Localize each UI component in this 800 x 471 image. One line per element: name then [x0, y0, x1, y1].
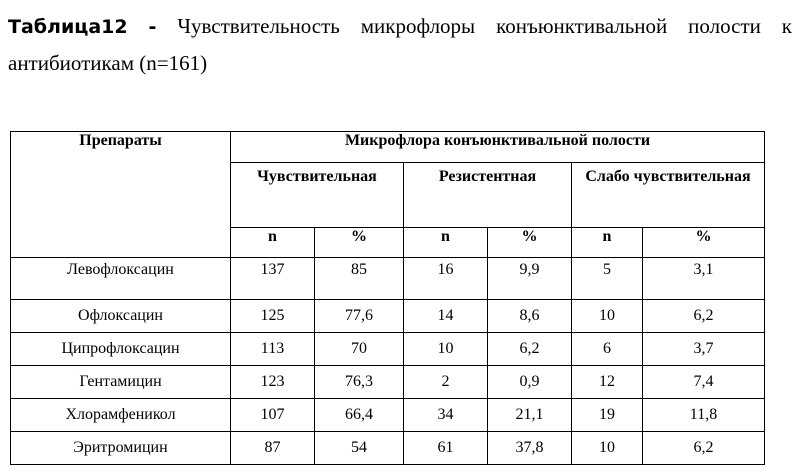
- cell-value: 5: [572, 258, 643, 300]
- cell-value: 34: [404, 399, 488, 432]
- cell-value: 10: [572, 300, 643, 333]
- table-row: [11, 333, 765, 366]
- drug-name: Хлорамфеникол: [11, 399, 231, 432]
- cell-value: 0,9: [488, 366, 572, 399]
- table-row: [11, 258, 765, 300]
- cell-value: 54: [315, 432, 404, 465]
- cell-value: 107: [231, 399, 315, 432]
- header-sub-n: n: [572, 228, 643, 258]
- cell-value: 6,2: [643, 432, 765, 465]
- cell-value: 2: [404, 366, 488, 399]
- table-row: [11, 399, 765, 432]
- cell-value: 6,2: [643, 300, 765, 333]
- drug-name: Ципрофлоксацин: [11, 333, 231, 366]
- header-sub-percent: %: [643, 228, 765, 258]
- cell-value: 10: [404, 333, 488, 366]
- cell-value: 8,6: [488, 300, 572, 333]
- cell-value: 6,2: [488, 333, 572, 366]
- cell-value: 66,4: [315, 399, 404, 432]
- cell-value: 123: [231, 366, 315, 399]
- header-sub-percent: %: [488, 228, 572, 258]
- cell-value: 87: [231, 432, 315, 465]
- caption-text: Чувствительность микрофлоры конъюнктивальной полости к антибиотикам (n=161): [8, 14, 793, 75]
- cell-value: 113: [231, 333, 315, 366]
- cell-value: 7,4: [643, 366, 765, 399]
- cell-value: 9,9: [488, 258, 572, 300]
- drug-name: Левофлоксацин: [11, 258, 231, 300]
- cell-value: 61: [404, 432, 488, 465]
- table-row: [11, 366, 765, 399]
- drug-name: Офлоксацин: [11, 300, 231, 333]
- caption-dash: -: [148, 16, 157, 38]
- header-sub-percent: %: [315, 228, 404, 258]
- cell-value: 6: [572, 333, 643, 366]
- cell-value: 16: [404, 258, 488, 300]
- cell-value: 85: [315, 258, 404, 300]
- caption-label: Таблица12: [8, 16, 128, 38]
- header-sub-n: n: [404, 228, 488, 258]
- header-group-sensitive: Чувствительная: [231, 163, 404, 228]
- table-row: [11, 432, 765, 465]
- cell-value: 77,6: [315, 300, 404, 333]
- cell-value: 21,1: [488, 399, 572, 432]
- cell-value: 12: [572, 366, 643, 399]
- header-drugs: Препараты: [11, 132, 231, 258]
- cell-value: 10: [572, 432, 643, 465]
- header-group-resistant: Резистентная: [404, 163, 572, 228]
- drug-name: Гентамицин: [11, 366, 231, 399]
- header-sub-n: n: [231, 228, 315, 258]
- table-row: [11, 300, 765, 333]
- cell-value: 19: [572, 399, 643, 432]
- cell-value: 125: [231, 300, 315, 333]
- cell-value: 37,8: [488, 432, 572, 465]
- cell-value: 70: [315, 333, 404, 366]
- cell-value: 3,1: [643, 258, 765, 300]
- cell-value: 76,3: [315, 366, 404, 399]
- cell-value: 137: [231, 258, 315, 300]
- table-caption: [8, 8, 792, 81]
- drug-name: Эритромицин: [11, 432, 231, 465]
- header-group-weak: Слабо чувствительная: [572, 163, 765, 228]
- cell-value: 14: [404, 300, 488, 333]
- cell-value: 11,8: [643, 399, 765, 432]
- susceptibility-table: [10, 131, 765, 465]
- header-microflora: Микрофлора конъюнктивальной полости: [231, 132, 765, 163]
- cell-value: 3,7: [643, 333, 765, 366]
